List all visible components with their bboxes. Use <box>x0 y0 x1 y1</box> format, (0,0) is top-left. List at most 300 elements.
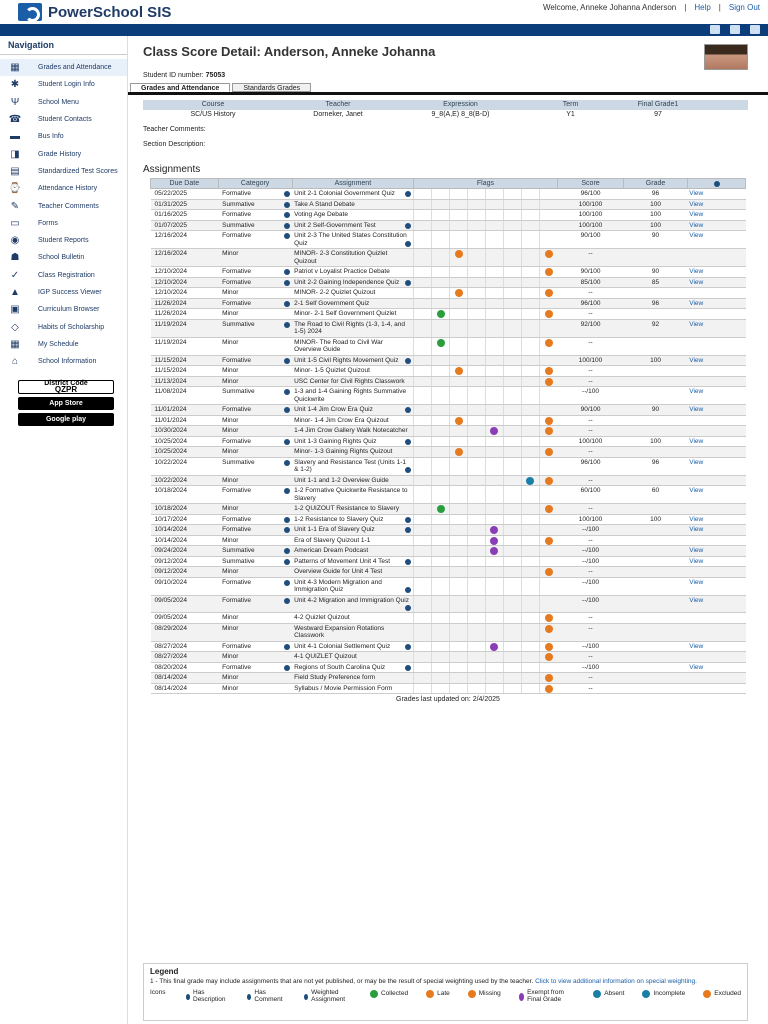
excluded-flag-icon <box>545 674 553 682</box>
flag-cell <box>414 577 432 595</box>
view-link[interactable]: View <box>689 268 704 275</box>
flag-cell <box>432 249 450 267</box>
flag-cell <box>485 525 503 536</box>
description-icon[interactable] <box>405 644 411 650</box>
print-icon[interactable] <box>710 25 720 34</box>
exempt-flag-icon <box>490 643 498 651</box>
flag-cell <box>432 641 450 652</box>
view-cell <box>687 337 745 355</box>
sidebar-item-label: Student Contacts <box>38 116 92 124</box>
assignment-cell <box>292 277 414 288</box>
exempt-flag-icon <box>490 526 498 534</box>
flag-cell <box>503 376 521 387</box>
flag-cell <box>467 220 485 231</box>
category-header[interactable]: Category <box>218 179 292 189</box>
view-cell <box>687 267 745 278</box>
view-cell <box>687 309 745 320</box>
sidebar-item-my-schedule[interactable] <box>0 336 127 353</box>
due-date-cell: 09/05/2024 <box>151 595 219 613</box>
flag-cell <box>414 337 432 355</box>
flag-cell <box>450 298 468 309</box>
category-cell <box>218 376 292 387</box>
assignment-cell <box>292 199 414 210</box>
category-label: Formative <box>222 515 252 523</box>
flag-cell <box>414 405 432 416</box>
due-date-cell: 11/19/2024 <box>151 337 219 355</box>
view-link[interactable]: View <box>689 487 704 494</box>
table-row <box>151 613 746 624</box>
assignment-name: Take A Stand Debate <box>294 200 355 208</box>
info-icon[interactable] <box>284 598 290 604</box>
tab-grades-attendance[interactable]: Grades and Attendance <box>130 83 230 92</box>
view-cell <box>687 683 745 694</box>
flag-cell <box>539 641 557 652</box>
sidebar-item-igp-success-viewer[interactable] <box>0 284 127 301</box>
final-grade-value: 97 <box>654 111 662 118</box>
sidebar-item-teacher-comments[interactable] <box>0 197 127 214</box>
help-link[interactable]: Help <box>694 3 711 12</box>
flag-cell <box>503 231 521 249</box>
category-label: Minor <box>222 427 239 434</box>
info-icon[interactable] <box>284 358 290 364</box>
info-icon[interactable] <box>284 488 290 494</box>
category-label: Formative <box>222 578 252 586</box>
info-icon[interactable] <box>284 223 290 229</box>
flag-cell <box>450 577 468 595</box>
score-cell: --/100 <box>557 525 624 536</box>
section-description-label: Section Description: <box>143 141 206 148</box>
sidebar-item-standardized-test-scores[interactable] <box>0 163 127 180</box>
assignment-name: Era of Slavery Quizout 1-1 <box>294 536 371 544</box>
flag-cell <box>539 546 557 557</box>
late-icon <box>426 990 434 998</box>
table-row <box>151 475 746 486</box>
due-date-cell: 01/31/2025 <box>151 199 219 210</box>
google-play-badge[interactable]: Google play <box>18 413 114 426</box>
score-cell: -- <box>557 415 624 426</box>
view-cell <box>687 415 745 426</box>
flag-cell <box>503 220 521 231</box>
table-row <box>151 436 746 447</box>
view-link[interactable]: View <box>689 557 704 565</box>
description-icon[interactable] <box>405 223 411 229</box>
category-label: Minor <box>222 536 239 544</box>
view-link[interactable]: View <box>689 663 704 671</box>
flags-header: Flags <box>414 179 558 189</box>
table-row <box>151 249 746 267</box>
flag-cell <box>539 415 557 426</box>
view-link[interactable]: View <box>689 232 704 239</box>
flag-cell <box>485 405 503 416</box>
sidebar-item-label: IGP Success Viewer <box>38 289 102 296</box>
score-header[interactable]: Score <box>557 179 624 189</box>
due-date-header[interactable]: Due Date <box>151 179 219 189</box>
flag-cell <box>467 457 485 475</box>
assignment-cell <box>292 189 414 200</box>
flag-cell <box>432 210 450 221</box>
flag-cell <box>521 426 539 437</box>
flag-cell <box>539 387 557 405</box>
sidebar-item-grade-history[interactable] <box>0 145 127 162</box>
category-cell <box>218 457 292 475</box>
description-icon[interactable] <box>405 665 411 671</box>
grade-cell <box>624 535 687 546</box>
special-weighting-link[interactable]: Click to view additional information on special weighting. <box>535 978 697 985</box>
flag-cell <box>539 595 557 613</box>
flag-cell <box>432 673 450 684</box>
info-icon <box>714 181 720 187</box>
description-icon[interactable] <box>405 191 411 197</box>
description-icon[interactable] <box>405 517 411 523</box>
info-icon[interactable] <box>284 517 290 523</box>
info-icon[interactable] <box>284 407 290 413</box>
course-header: Course <box>201 101 225 108</box>
flag-cell <box>503 277 521 288</box>
due-date-cell: 11/15/2024 <box>151 366 219 377</box>
flag-cell <box>485 376 503 387</box>
category-cell <box>218 673 292 684</box>
category-cell <box>218 613 292 624</box>
sidebar-item-habits-of-scholarship[interactable] <box>0 318 127 335</box>
info-icon[interactable] <box>284 580 290 586</box>
category-label: Formative <box>222 299 252 307</box>
flag-cell <box>414 525 432 536</box>
description-icon[interactable] <box>405 605 411 611</box>
table-row <box>151 662 746 673</box>
flag-cell <box>485 220 503 231</box>
flag-cell <box>414 556 432 567</box>
flag-cell <box>432 376 450 387</box>
flag-cell <box>539 355 557 366</box>
assignment-cell <box>292 683 414 694</box>
table-row <box>151 298 746 309</box>
app-name: PowerSchool SIS <box>48 3 172 21</box>
description-icon[interactable] <box>405 358 411 364</box>
view-link[interactable]: View <box>689 299 704 307</box>
flag-cell <box>521 556 539 567</box>
expression-header: Expression <box>443 101 478 108</box>
flag-cell <box>450 486 468 504</box>
assignment-name: 2-1 Self Government Quiz <box>294 299 370 307</box>
info-icon[interactable] <box>284 527 290 533</box>
info-icon[interactable] <box>284 202 290 208</box>
sidebar-item-label: School Information <box>38 358 97 366</box>
view-link[interactable]: View <box>689 458 704 466</box>
assignment-name: Unit 2 Self-Government Test <box>294 221 376 229</box>
description-icon[interactable] <box>405 587 411 593</box>
assignment-cell <box>292 376 414 387</box>
due-date-cell: 10/25/2024 <box>151 436 219 447</box>
flag-cell <box>521 525 539 536</box>
info-icon[interactable] <box>284 460 290 466</box>
due-date-cell: 12/10/2024 <box>151 267 219 278</box>
excluded-flag-icon <box>545 568 553 576</box>
sidebar-item-attendance-history[interactable] <box>0 180 127 197</box>
view-link[interactable]: View <box>689 642 704 650</box>
excluded-flag-icon <box>545 339 553 347</box>
assignment-cell <box>292 652 414 663</box>
flag-cell <box>539 673 557 684</box>
sidebar-item-student-login-info[interactable] <box>0 76 127 93</box>
category-label: Formative <box>222 356 252 364</box>
flag-cell <box>450 535 468 546</box>
assignment-name: Minor- 1-4 Jim Crow Era Quizout <box>294 416 389 424</box>
table-row <box>151 220 746 231</box>
info-icon[interactable] <box>284 322 290 328</box>
user-icon[interactable] <box>750 25 760 34</box>
category-label: Formative <box>222 487 252 494</box>
page-title: Class Score Detail: Anderson, Anneke Johanna <box>143 44 436 59</box>
flag-cell <box>467 623 485 641</box>
assignment-name: Overview Guide for Unit 4 Test <box>294 568 383 575</box>
due-date-cell: 09/05/2024 <box>151 613 219 624</box>
flag-cell <box>521 457 539 475</box>
sidebar-item-forms[interactable] <box>0 215 127 232</box>
flag-cell <box>503 457 521 475</box>
flag-cell <box>485 546 503 557</box>
legend-label: Weighted Assignment <box>311 989 346 1003</box>
sidebar-item-school-bulletin[interactable] <box>0 249 127 266</box>
description-icon[interactable] <box>405 407 411 413</box>
category-label: Minor <box>222 624 239 632</box>
email-icon[interactable] <box>730 25 740 34</box>
flag-cell <box>503 298 521 309</box>
category-label: Minor <box>222 338 239 346</box>
due-date-cell: 01/16/2025 <box>151 210 219 221</box>
flag-cell <box>539 662 557 673</box>
score-cell: -- <box>557 309 624 320</box>
sidebar-item-student-reports[interactable] <box>0 232 127 249</box>
has-comment-icon <box>247 994 251 1000</box>
due-date-cell: 12/10/2024 <box>151 277 219 288</box>
grade-cell <box>624 673 687 684</box>
sidebar-item-student-contacts[interactable] <box>0 111 127 128</box>
flag-cell <box>450 415 468 426</box>
missing-icon <box>468 990 476 998</box>
table-row <box>151 683 746 694</box>
view-link[interactable]: View <box>689 526 704 533</box>
assignment-name: 1-2 Formative Quickwrite Resistance to Slavery <box>294 487 408 502</box>
view-header <box>687 179 745 189</box>
score-cell: -- <box>557 376 624 387</box>
score-cell: 96/100 <box>557 189 624 200</box>
view-cell <box>687 662 745 673</box>
category-label: Formative <box>222 211 252 218</box>
flag-cell <box>521 567 539 578</box>
flag-cell <box>503 319 521 337</box>
flag-cell <box>450 220 468 231</box>
flag-cell <box>450 457 468 475</box>
flag-cell <box>450 309 468 320</box>
view-cell <box>687 199 745 210</box>
category-cell <box>218 267 292 278</box>
view-link[interactable]: View <box>689 547 704 554</box>
flag-cell <box>432 683 450 694</box>
table-row <box>151 366 746 377</box>
view-link[interactable]: View <box>689 596 704 604</box>
flag-cell <box>467 210 485 221</box>
sidebar-item-label: Student Reports <box>38 237 89 245</box>
legend-item <box>370 989 408 998</box>
category-label: Formative <box>222 437 252 445</box>
reports-icon: ◉ <box>10 235 20 247</box>
legend-item <box>468 989 501 998</box>
grade-cell <box>624 288 687 299</box>
view-cell <box>687 652 745 663</box>
view-link[interactable]: View <box>689 320 704 328</box>
logo[interactable] <box>18 3 171 21</box>
flag-cell <box>414 426 432 437</box>
student-photo <box>704 44 748 70</box>
flag-cell <box>521 366 539 377</box>
description-icon[interactable] <box>405 439 411 445</box>
info-icon[interactable] <box>284 212 290 218</box>
sign-out-link[interactable]: Sign Out <box>728 3 760 12</box>
flag-cell <box>450 514 468 525</box>
collected-flag-icon <box>437 505 445 513</box>
flag-cell <box>521 376 539 387</box>
category-cell <box>218 683 292 694</box>
view-link[interactable]: View <box>689 515 704 523</box>
legend-item <box>703 989 741 998</box>
category-cell <box>218 475 292 486</box>
description-icon[interactable] <box>405 559 411 565</box>
flag-cell <box>450 376 468 387</box>
view-link[interactable]: View <box>689 221 704 229</box>
view-cell <box>687 210 745 221</box>
flag-cell <box>467 376 485 387</box>
description-icon[interactable] <box>405 280 411 286</box>
assignment-cell <box>292 231 414 249</box>
view-cell <box>687 595 745 613</box>
view-link[interactable]: View <box>689 278 704 286</box>
sidebar-item-class-registration[interactable] <box>0 267 127 284</box>
flag-cell <box>485 249 503 267</box>
sidebar-item-label: Teacher Comments <box>38 202 99 210</box>
due-date-cell: 12/10/2024 <box>151 288 219 299</box>
grade-header[interactable]: Grade <box>624 179 687 189</box>
grade-cell <box>624 337 687 355</box>
sidebar-item-label: Standardized Test Scores <box>38 167 118 175</box>
flag-cell <box>467 405 485 416</box>
view-cell <box>687 504 745 515</box>
flag-cell <box>485 199 503 210</box>
description-icon[interactable] <box>405 467 411 473</box>
info-icon[interactable] <box>284 644 290 650</box>
grade-cell <box>624 504 687 515</box>
flag-cell <box>503 337 521 355</box>
sidebar-item-bus-info[interactable] <box>0 128 127 145</box>
flag-cell <box>539 231 557 249</box>
flag-cell <box>414 652 432 663</box>
view-link[interactable]: View <box>689 190 704 197</box>
info-icon[interactable] <box>284 548 290 554</box>
app-store-badge[interactable]: App Store <box>18 397 114 410</box>
due-date-cell: 08/29/2024 <box>151 623 219 641</box>
flag-cell <box>485 556 503 567</box>
flag-cell <box>521 641 539 652</box>
view-cell <box>687 436 745 447</box>
due-date-cell: 10/18/2024 <box>151 486 219 504</box>
flag-cell <box>539 298 557 309</box>
view-link[interactable]: View <box>689 578 704 586</box>
assignment-name: Voting Age Debate <box>294 211 348 218</box>
flag-cell <box>467 309 485 320</box>
tab-standards-grades[interactable]: Standards Grades <box>232 83 311 92</box>
sidebar-item-school-menu[interactable] <box>0 94 127 111</box>
view-link[interactable]: View <box>689 388 704 395</box>
assignment-cell <box>292 366 414 377</box>
view-link[interactable]: View <box>689 406 704 413</box>
score-cell: -- <box>557 249 624 267</box>
view-link[interactable]: View <box>689 211 704 218</box>
view-link[interactable]: View <box>689 356 704 364</box>
assignment-cell <box>292 267 414 278</box>
flag-cell <box>414 277 432 288</box>
score-cell: -- <box>557 652 624 663</box>
info-icon[interactable] <box>284 301 290 307</box>
sidebar-item-grades-and-attendance[interactable] <box>0 59 127 76</box>
flag-cell <box>432 546 450 557</box>
assignment-cell <box>292 288 414 299</box>
assignment-cell <box>292 426 414 437</box>
assignment-cell <box>292 673 414 684</box>
sidebar-item-curriculum-browser[interactable] <box>0 301 127 318</box>
grade-cell: 100 <box>624 210 687 221</box>
info-icon[interactable] <box>284 233 290 239</box>
due-date-cell: 11/15/2024 <box>151 355 219 366</box>
table-row <box>151 535 746 546</box>
assignment-name: Unit 1-1 and 1-2 Overview Guide <box>294 476 389 484</box>
legend-label: Absent <box>604 990 625 997</box>
assignment-header[interactable]: Assignment <box>292 179 414 189</box>
sidebar-item-school-information[interactable] <box>0 353 127 370</box>
info-icon[interactable] <box>284 191 290 197</box>
late-flag-icon <box>455 448 463 456</box>
flag-cell <box>432 436 450 447</box>
category-label: Minor <box>222 653 239 660</box>
description-icon[interactable] <box>405 241 411 247</box>
description-icon[interactable] <box>405 527 411 533</box>
info-icon[interactable] <box>284 269 290 275</box>
due-date-cell: 10/14/2024 <box>151 535 219 546</box>
assignment-name: Syllabus / Movie Permission Form <box>294 684 393 692</box>
category-label: Formative <box>222 406 252 413</box>
flag-cell <box>503 210 521 221</box>
flag-cell <box>467 525 485 536</box>
info-icon[interactable] <box>284 389 290 395</box>
flag-cell <box>485 319 503 337</box>
flag-cell <box>485 366 503 377</box>
info-icon[interactable] <box>284 665 290 671</box>
excluded-flag-icon <box>545 643 553 651</box>
flag-cell <box>485 567 503 578</box>
info-icon[interactable] <box>284 280 290 286</box>
excluded-flag-icon <box>545 537 553 545</box>
flag-cell <box>432 535 450 546</box>
grade-cell: 96 <box>624 298 687 309</box>
info-icon[interactable] <box>284 439 290 445</box>
flag-cell <box>450 277 468 288</box>
flag-cell <box>467 436 485 447</box>
flag-cell <box>432 337 450 355</box>
view-link[interactable]: View <box>689 437 704 445</box>
view-link[interactable]: View <box>689 200 704 208</box>
flag-cell <box>521 298 539 309</box>
info-icon[interactable] <box>284 559 290 565</box>
category-cell <box>218 189 292 200</box>
due-date-cell: 10/22/2024 <box>151 457 219 475</box>
